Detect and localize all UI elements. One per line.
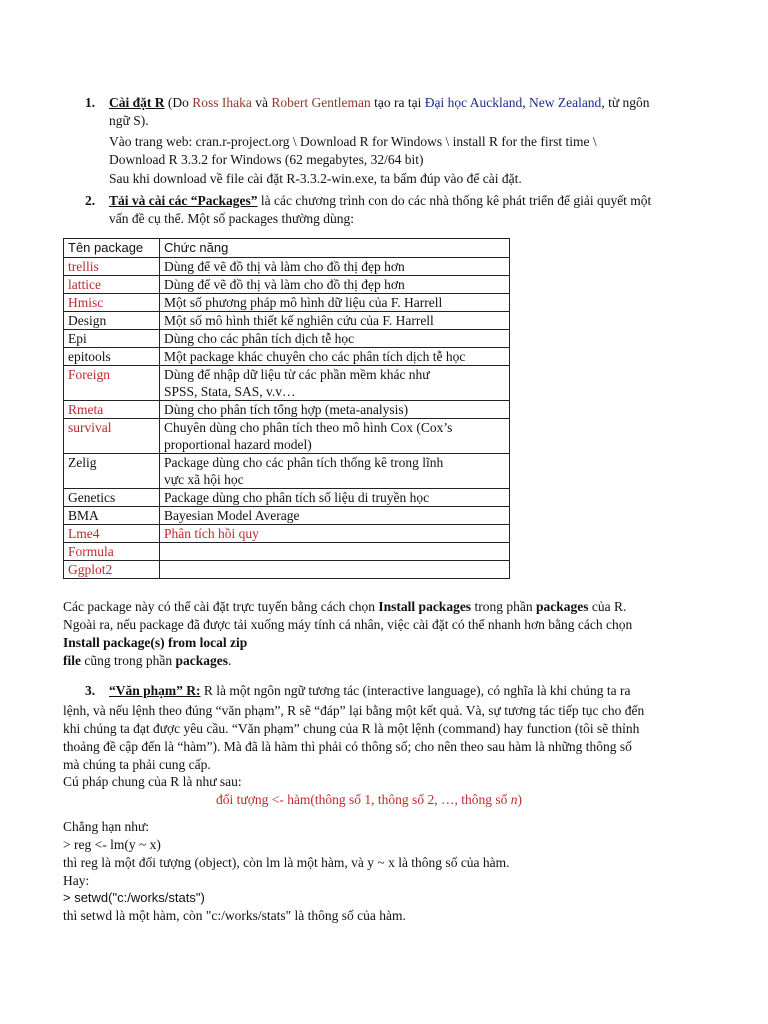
- description-line: Dùng để vẽ đồ thị và làm cho đồ thị đẹp hơn: [164, 259, 405, 274]
- author-link: Robert Gentleman: [271, 95, 371, 110]
- install-line-1: [63, 598, 626, 616]
- package-name-cell: trellis: [64, 258, 160, 276]
- header-cell: Chức năng: [160, 239, 510, 258]
- description-line: Chuyên dùng cho phân tích theo mô hình Cox (Cox’s: [164, 420, 453, 435]
- code-example: > reg <- lm(y ~ x): [63, 837, 161, 852]
- description-line: Dùng cho các phân tích dịch tễ học: [164, 331, 355, 346]
- package-description-cell: [160, 258, 510, 276]
- menu-reference: packages: [175, 653, 228, 668]
- package-name-cell: Hmisc: [64, 294, 160, 312]
- package-name-cell: epitools: [64, 348, 160, 366]
- description-line: vực xã hội học: [164, 472, 244, 487]
- text: của R.: [588, 599, 627, 614]
- package-name-cell: Design: [64, 312, 160, 330]
- menu-reference: Install package(s) from local zip: [63, 635, 248, 650]
- table-row: [64, 294, 510, 312]
- paragraph-line: vấn đề cụ thể. Một số packages thường dùng:: [109, 211, 355, 226]
- section-1-line-1: [109, 94, 650, 112]
- package-description-cell: [160, 561, 510, 579]
- text: , từ ngôn: [601, 95, 650, 110]
- package-name-cell: BMA: [64, 507, 160, 525]
- text: tạo ra tại: [370, 95, 425, 110]
- description-line: [164, 561, 505, 578]
- package-description-cell: [160, 489, 510, 507]
- package-name-cell: Rmeta: [64, 401, 160, 419]
- package-name-cell: Genetics: [64, 489, 160, 507]
- description-line: Package dùng cho phân tích số liệu di truyền học: [164, 490, 430, 505]
- packages-table: [63, 238, 510, 579]
- section-title: “Văn phạm” R:: [109, 683, 201, 698]
- text: (Do: [164, 95, 193, 110]
- paragraph-line: lệnh, và nếu lệnh theo đúng “văn phạm”, R sẽ “đáp” lại bằng một kết quả. Và, sự tương tác tiếp tục cho đến: [63, 703, 645, 718]
- text: đối tượng <- hàm(thông số 1, thông số 2, …, thông số: [216, 792, 511, 807]
- table-row: [64, 312, 510, 330]
- paragraph-line: Ngoài ra, nếu package đã được tải xuống máy tính cá nhân, việc cài đặt có thể nhanh hơn bằng cách chọn: [63, 617, 633, 632]
- university-link: Đại học Auckland: [424, 95, 523, 110]
- package-description-cell: [160, 330, 510, 348]
- package-name-cell: Foreign: [64, 366, 160, 401]
- table-row: [64, 489, 510, 507]
- package-description-cell: [160, 507, 510, 525]
- description-line: Dùng cho phân tích tổng hợp (meta-analysis): [164, 402, 409, 417]
- table-row: [64, 348, 510, 366]
- section-3-heading: [85, 682, 95, 700]
- paragraph-line: Cú pháp chung của R là như sau:: [63, 774, 242, 789]
- menu-reference: file: [63, 653, 81, 668]
- section-title: Tải và cài các “Packages”: [109, 193, 258, 208]
- table-row: [64, 543, 510, 561]
- package-name-cell: Ggplot2: [64, 561, 160, 579]
- text: n: [510, 792, 518, 807]
- table-header-row: [64, 239, 510, 258]
- install-line-4: [63, 652, 231, 670]
- paragraph-line: Vào trang web: cran.r-project.org \ Download R for Windows \ install R for the first time \: [109, 134, 597, 149]
- menu-reference: packages: [535, 599, 589, 614]
- package-name-cell: Lme4: [64, 525, 160, 543]
- package-description-cell: [160, 312, 510, 330]
- text: là các chương trình con do các nhà thống kê phát triển để giải quyết một: [257, 193, 652, 208]
- table-row: [64, 276, 510, 294]
- section-2-heading: [85, 192, 95, 210]
- package-name-cell: survival: [64, 419, 160, 454]
- description-line: Dùng để nhập dữ liệu từ các phần mềm khác như: [164, 367, 430, 382]
- package-description-cell: [160, 419, 510, 454]
- description-line: proportional hazard model): [164, 437, 312, 452]
- text: Các package này có thể cài đặt trực tuyến bằng cách chọn: [63, 599, 379, 614]
- paragraph-line: thoảng đề cập đến là “hàm”). Mà đã là hàm thì phải có thông số; cho nên theo sau hàm là những thông số: [63, 739, 632, 754]
- package-name-cell: lattice: [64, 276, 160, 294]
- paragraph-line: ngữ S).: [109, 113, 149, 128]
- text: .: [228, 653, 232, 668]
- text: R là một ngôn ngữ tương tác (interactive language), có nghĩa là khi chúng ta ra: [200, 683, 631, 698]
- description-line: Package dùng cho các phân tích thống kê trong lĩnh: [164, 455, 444, 470]
- package-description-cell: [160, 543, 510, 561]
- text: ,: [522, 95, 529, 110]
- paragraph-line: thì setwd là một hàm, còn "c:/works/stats" là thông số của hàm.: [63, 908, 406, 923]
- section-1-heading: [85, 94, 95, 112]
- section-number: 3.: [85, 683, 96, 698]
- table-row: [64, 401, 510, 419]
- package-description-cell: [160, 348, 510, 366]
- description-line: SPSS, Stata, SAS, v.v…: [164, 384, 296, 399]
- code-example: > setwd("c:/works/stats"): [63, 890, 205, 905]
- paragraph-line: mà chúng ta phải cung cấp.: [63, 757, 211, 772]
- description-line: Bayesian Model Average: [164, 508, 300, 523]
- text: ): [517, 792, 522, 807]
- section-2-line-1: [109, 192, 651, 210]
- paragraph-line: Chẳng hạn như:: [63, 819, 150, 834]
- description-line: [164, 543, 505, 560]
- syntax-formula: [216, 791, 522, 809]
- section-number: 2.: [85, 193, 96, 208]
- paragraph-line: khi chúng ta đạt được yêu cầu. “Văn phạm” chung của R là một lệnh (command) hay function (tôi sẽ thỉnh: [63, 721, 640, 736]
- paragraph-line: Download R 3.3.2 for Windows (62 megabytes, 32/64 bit): [109, 152, 424, 167]
- section-3-line-1: [109, 682, 631, 700]
- author-link: Ross Ihaka: [192, 95, 252, 110]
- table-row: [64, 330, 510, 348]
- table-row: [64, 525, 510, 543]
- description-line: Một package khác chuyên cho các phân tích dịch tễ học: [164, 349, 466, 364]
- text: cũng trong phần: [81, 653, 176, 668]
- package-name-cell: Zelig: [64, 454, 160, 489]
- description-line: Một số phương pháp mô hình dữ liệu của F. Harrell: [164, 295, 443, 310]
- paragraph-line: Sau khi download về file cài đặt R-3.3.2-win.exe, ta bấm đúp vào để cài đặt.: [109, 171, 522, 186]
- description-line: Một số mô hình thiết kế nghiên cứu của F. Harrell: [164, 313, 434, 328]
- section-number: 1.: [85, 95, 96, 110]
- text: và: [251, 95, 272, 110]
- package-description-cell: [160, 366, 510, 401]
- package-name-cell: Epi: [64, 330, 160, 348]
- package-description-cell: [160, 525, 510, 543]
- text: trong phần: [471, 599, 536, 614]
- table-row: [64, 366, 510, 401]
- section-title: Cài đặt R: [109, 95, 165, 110]
- table-row: [64, 507, 510, 525]
- table-row: [64, 454, 510, 489]
- package-description-cell: [160, 401, 510, 419]
- table-row: [64, 561, 510, 579]
- description-line: Phân tích hồi quy: [164, 526, 259, 541]
- country-link: New Zealand: [528, 95, 602, 110]
- table-row: [64, 419, 510, 454]
- table-body: [64, 258, 510, 579]
- paragraph-line: thì reg là một đối tượng (object), còn lm là một hàm, và y ~ x là thông số của hàm.: [63, 855, 510, 870]
- package-name-cell: Formula: [64, 543, 160, 561]
- package-description-cell: [160, 294, 510, 312]
- table-row: [64, 258, 510, 276]
- package-description-cell: [160, 454, 510, 489]
- description-line: Dùng để vẽ đồ thị và làm cho đồ thị đẹp hơn: [164, 277, 405, 292]
- header-cell: Tên package: [64, 239, 160, 258]
- paragraph-line: Hay:: [63, 873, 90, 888]
- package-description-cell: [160, 276, 510, 294]
- menu-reference: Install packages: [378, 599, 472, 614]
